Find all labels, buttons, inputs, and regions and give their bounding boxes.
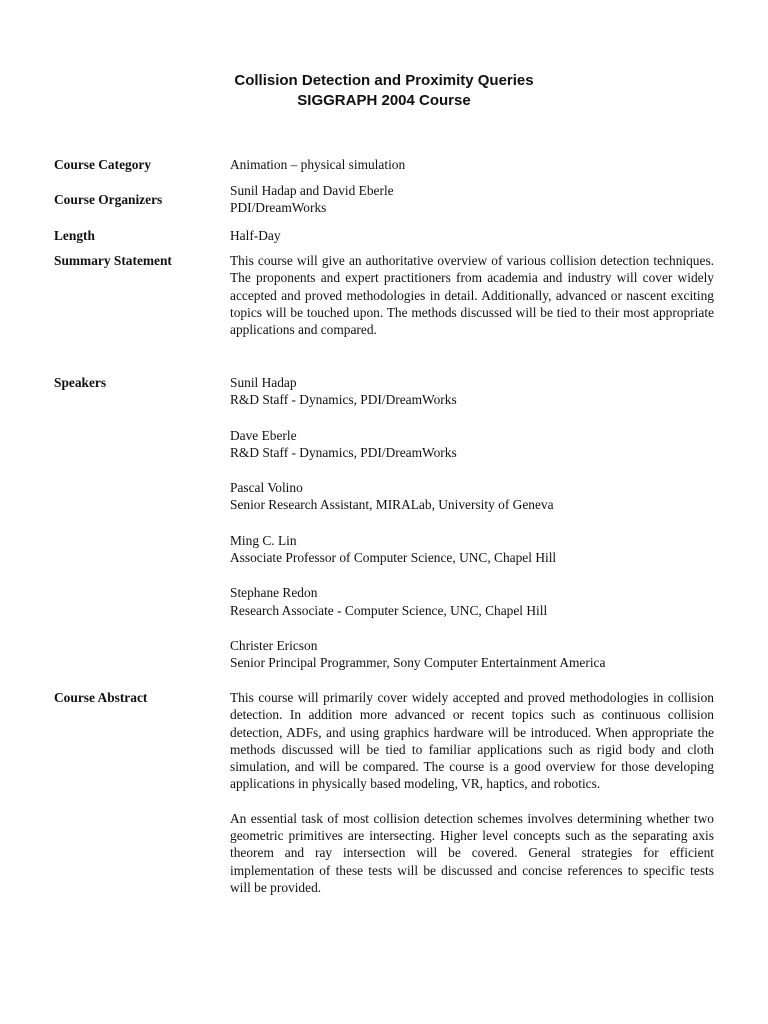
- speaker-name: Dave Eberle: [230, 427, 297, 443]
- document-title: Collision Detection and Proximity Queries: [234, 72, 534, 89]
- speakers-list: [230, 374, 714, 690]
- speaker-title: Research Associate - Computer Science, UNC, Chapel Hill: [230, 602, 548, 618]
- speaker-name: Pascal Volino: [230, 480, 303, 496]
- speaker-title: R&D Staff - Dynamics, PDI/DreamWorks: [230, 444, 457, 460]
- abstract-paragraph: This course will primarily cover widely accepted and proved methodologies in collision detection. In addition more advanced or recent topics such as continuous collision detection, ADFs, and using graphics hardware will be introduced. When appropriate the methods discussed will be tied to familiar applications such as rigid body and cloth simulation, and will be compared. The course is a good overview for those developing applications in physically based modeling, VR, haptics, and robotics.: [230, 690, 714, 792]
- speaker-name: Sunil Hadap: [230, 375, 297, 390]
- course-organizers-row: [54, 182, 714, 218]
- length-label: Length: [54, 228, 95, 243]
- speaker-title: Senior Principal Programmer, Sony Computer Entertainment America: [230, 655, 606, 671]
- speakers-label: Speakers: [54, 375, 107, 390]
- speaker-name: Christer Ericson: [230, 637, 318, 653]
- course-organizers-value: [230, 182, 714, 217]
- speaker-entry: [230, 374, 714, 409]
- title-block: [0, 71, 768, 111]
- speakers-row: [54, 374, 714, 674]
- summary-text: This course will give an authoritative overview of various collision detection techniques. The proponents and expert practitioners from academia and industry will cover widely accepted and proved methodologies in detail. Additionally, advanced or nascent exciting topics will be touched upon. The methods discussed will be tied to their most appropriate applications and compared.: [230, 253, 714, 338]
- speaker-entry: [230, 637, 714, 672]
- course-category-value: Animation – physical simulation: [230, 157, 406, 172]
- speaker-title: Associate Professor of Computer Science, UNC, Chapel Hill: [230, 550, 557, 566]
- speaker-entry: [230, 427, 714, 462]
- summary-label: Summary Statement: [54, 253, 172, 268]
- speaker-entry: [230, 584, 714, 619]
- abstract-paragraph: An essential task of most collision detection schemes involves determining whether two geometric primitives are intersecting. Higher level concepts such as the separating axis theorem and ray intersection will be covered. General strategies for efficient implementation of these tests will be discussed and concise references to specific tests will be provided.: [230, 810, 714, 895]
- summary-row: [54, 252, 714, 362]
- speaker-title: Senior Research Assistant, MIRALab, University of Geneva: [230, 497, 554, 513]
- organizer-names: Sunil Hadap and David Eberle: [230, 183, 394, 198]
- abstract-label: Course Abstract: [54, 690, 148, 705]
- speaker-entry: [230, 479, 714, 514]
- course-category-row: [54, 156, 714, 174]
- length-row: [54, 227, 714, 245]
- abstract-body: [230, 689, 714, 913]
- abstract-row: [54, 689, 714, 919]
- course-category-label: Course Category: [54, 157, 152, 172]
- length-value: Half-Day: [230, 228, 281, 243]
- speaker-title: R&D Staff - Dynamics, PDI/DreamWorks: [230, 392, 457, 408]
- speaker-name: Stephane Redon: [230, 585, 318, 601]
- document-subtitle: SIGGRAPH 2004 Course: [297, 92, 471, 109]
- speaker-name: Ming C. Lin: [230, 532, 297, 548]
- organizer-affiliation: PDI/DreamWorks: [230, 200, 327, 216]
- speaker-entry: [230, 532, 714, 567]
- course-organizers-label: Course Organizers: [54, 192, 163, 207]
